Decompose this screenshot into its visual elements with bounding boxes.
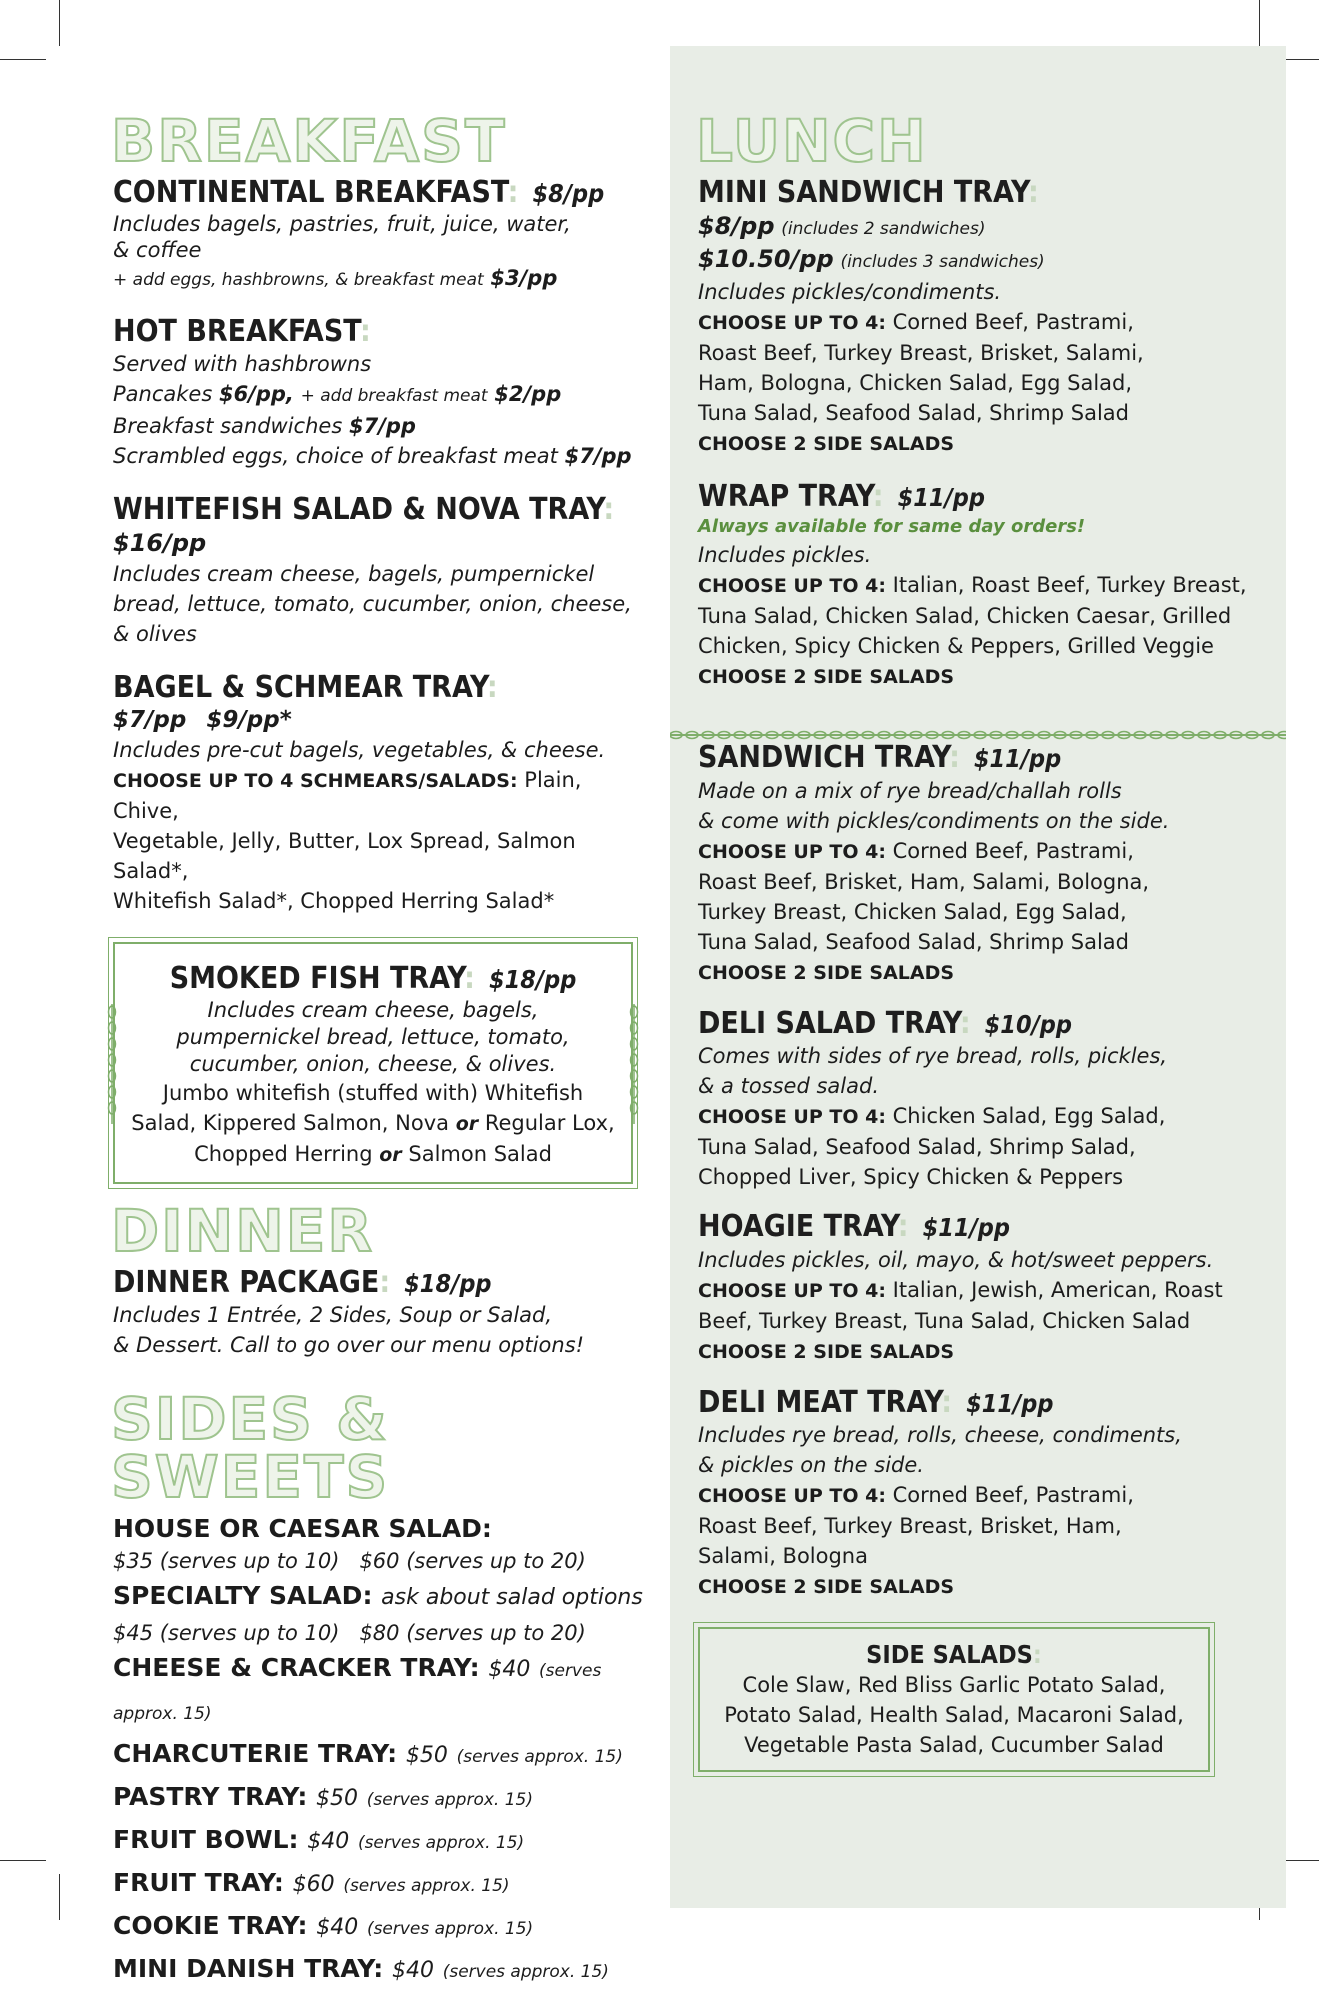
crop-mark	[0, 59, 46, 60]
same-day-note: Always available for same day orders!	[698, 516, 1086, 537]
item-name: DINNER PACKAGE	[113, 1264, 380, 1300]
mini-sandwich-tray: MINI SANDWICH TRAY: $8/pp (includes 2 sandwiches) $10.50/pp (includes 3 sandwiches) Includes pickles/condiments. CHOOSE UP TO 4: Corned Beef, Pastrami, Roast Beef, Turkey Breast, Brisket, Salami, Ham, Bologna, Chicken Salad, Egg Salad, Tuna Salad, Seafood Salad, Shrimp Salad CHOOSE 2 SIDE SALADS	[698, 175, 1144, 455]
item-price: $11/pp	[973, 744, 1062, 773]
item-price: $18/pp	[488, 965, 577, 994]
item-desc: Includes bagels, pastries, fruit, juice, water,	[113, 211, 571, 236]
item-price: $10/pp	[984, 1009, 1073, 1039]
item-name: BAGEL & SCHMEAR TRAY	[113, 669, 487, 705]
deli-meat-tray: DELI MEAT TRAY: $11/pp Includes rye bread, rolls, cheese, condiments, & pickles on the side. CHOOSE UP TO 4: Corned Beef, Pastrami, Roast Beef, Turkey Breast, Brisket, Ham, Salami, Bologna CHOOSE 2 SIDE SALADS	[698, 1384, 1182, 1598]
vine-ornament-right	[628, 1004, 640, 1124]
item-price: $18/pp	[404, 1268, 492, 1298]
item-name: DELI SALAD TRAY	[698, 1005, 960, 1041]
sides-item: FRUIT TRAY: $60 (serves approx. 15)	[113, 1868, 510, 1897]
left-column	[111, 107, 653, 1992]
crop-mark	[1259, 0, 1260, 46]
item-price: $11/pp	[966, 1388, 1054, 1418]
item-name: MINI SANDWICH TRAY	[698, 175, 1028, 210]
dinner-package: DINNER PACKAGE: $18/pp Includes 1 Entrée, 2 Sides, Soup or Salad, & Dessert. Call to go over our menu options!	[113, 1264, 585, 1357]
item-price: $8/pp	[532, 179, 605, 208]
bagel-schmear-tray: BAGEL & SCHMEAR TRAY: $7/pp $9/pp* Includes pre-cut bagels, vegetables, & cheese. CHOOSE UP TO 4 SCHMEARS/SALADS: Plain, Chive, Vegetable, Jelly, Butter, Lox Spread, Salmon Salad*, Whitefish Salad*, Chopped Herring Salad*	[113, 669, 606, 913]
sides-list: HOUSE OR CAESAR SALAD: $35 (serves up to 10) $60 (serves up to 20) SPECIALTY SALAD: ask about salad options $45 (serves up to 10) $80 (serves up to 20) CHEESE & CRACKER TRAY: $40 (serves approx. 15) CHARCUTERIE TRAY: $50 (serves approx. 15) PASTRY TRAY: $50 (serves approx. 15) FRUIT BOWL: $40 (serves approx. 15) FRUIT TRAY: $60 (serves approx. 15) COOKIE TRAY: $40 (serves approx. 15) MINI DANISH TRAY: $40 (serves approx. 15)	[113, 1512, 653, 1992]
item-name: HOT BREAKFAST	[113, 313, 361, 349]
item-name: SANDWICH TRAY	[698, 740, 950, 775]
sides-item: FRUIT BOWL: $40 (serves approx. 15)	[113, 1825, 525, 1854]
sides-item: COOKIE TRAY: $40 (serves approx. 15)	[113, 1911, 534, 1940]
crop-mark	[59, 0, 60, 46]
item-price: $11/pp	[922, 1213, 1010, 1242]
item-name: SIDE SALADS	[866, 1640, 1033, 1669]
sides-item: CHARCUTERIE TRAY: $50 (serves approx. 15)	[113, 1739, 623, 1768]
crop-mark	[59, 1874, 60, 1920]
breakfast-title: BREAKFAST	[111, 107, 507, 175]
item-name: SMOKED FISH TRAY	[169, 961, 465, 996]
side-salads-box: SIDE SALADS: Cole Slaw, Red Bliss Garlic Potato Salad, Potato Salad, Health Salad, Macaroni Salad, Vegetable Pasta Salad, Cucumber Salad	[698, 1627, 1210, 1772]
hoagie-tray: HOAGIE TRAY: $11/pp Includes pickles, oil, mayo, & hot/sweet peppers. CHOOSE UP TO 4: Italian, Jewish, American, Roast Beef, Turkey Breast, Tuna Salad, Chicken Salad CHOOSE 2 SIDE SALADS	[698, 1209, 1223, 1363]
sides-title: SIDES & SWEETS	[111, 1385, 390, 1511]
sides-item: PASTRY TRAY: $50 (serves approx. 15)	[113, 1782, 533, 1811]
whitefish-tray: WHITEFISH SALAD & NOVA TRAY: $16/pp Includes cream cheese, bagels, pumpernickel bread, lettuce, tomato, cucumber, onion, cheese, & olives	[113, 492, 632, 646]
item-price: $11/pp	[897, 482, 985, 512]
hot-breakfast: HOT BREAKFAST: Served with hashbrowns Pancakes $6/pp, + add breakfast meat $2/pp Breakfast sandwiches $7/pp Scrambled eggs, choice of breakfast meat $7/pp	[113, 315, 653, 472]
smoked-fish-box: SMOKED FISH TRAY: $18/pp Includes cream cheese, bagels, pumpernickel bread, lettuce, tomato, cucumber, onion, cheese, & olives. Jumbo whitefish (stuffed with) Whitefish Salad, Kippered Salmon, Nova or Regular Lox, Chopped Herring or Salmon Salad	[113, 942, 633, 1184]
vine-ornament-left	[106, 1004, 118, 1124]
wrap-tray: WRAP TRAY: $11/pp Always available for same day orders! Includes pickles. CHOOSE UP TO 4: Italian, Roast Beef, Turkey Breast, Tuna Salad, Chicken Salad, Chicken Caesar, Grilled Chicken, Spicy Chicken & Peppers, Grilled Veggie CHOOSE 2 SIDE SALADS	[698, 480, 1258, 694]
sides-items	[113, 1648, 653, 1992]
lunch-title: LUNCH	[696, 107, 928, 175]
item-desc: Served with hashbrowns	[113, 352, 372, 376]
sides-item: MINI DANISH TRAY: $40 (serves approx. 15)	[113, 1954, 609, 1983]
right-column	[696, 107, 1258, 1772]
addon-price: $3/pp	[490, 265, 558, 290]
deli-salad-tray: DELI SALAD TRAY: $10/pp Comes with sides of rye bread, rolls, pickles, & a tossed salad. CHOOSE UP TO 4: Chicken Salad, Egg Salad, Tuna Salad, Seafood Salad, Shrimp Salad, Chopped Liver, Spicy Chicken & Peppers	[698, 1005, 1168, 1189]
addon: + add eggs, hashbrowns, & breakfast meat	[113, 269, 484, 290]
item-name: DELI MEAT TRAY	[698, 1384, 942, 1420]
sandwich-tray: SANDWICH TRAY: $11/pp Made on a mix of rye bread/challah rolls & come with pickles/condiments on the side. CHOOSE UP TO 4: Corned Beef, Pastrami, Roast Beef, Brisket, Ham, Salami, Bologna, Turkey Breast, Chicken Salad, Egg Salad, Tuna Salad, Seafood Salad, Shrimp Salad CHOOSE 2 SIDE SALADS	[698, 740, 1170, 984]
item-name: CONTINENTAL BREAKFAST	[113, 175, 508, 210]
item-name: WRAP TRAY	[698, 478, 873, 514]
continental-breakfast: CONTINENTAL BREAKFAST: $8/pp Includes bagels, pastries, fruit, juice, water, & coffee + add eggs, hashbrowns, & breakfast meat $3/pp	[113, 176, 653, 295]
crop-mark	[0, 1860, 46, 1861]
item-desc: & coffee	[113, 237, 202, 262]
dinner-title: DINNER	[111, 1196, 375, 1265]
sides-item: CHEESE & CRACKER TRAY: $40 (serves approx. 15)	[113, 1653, 602, 1724]
item-name: HOAGIE TRAY	[698, 1209, 898, 1244]
item-price: $16/pp	[113, 528, 207, 557]
item-name: WHITEFISH SALAD & NOVA TRAY	[113, 492, 604, 527]
